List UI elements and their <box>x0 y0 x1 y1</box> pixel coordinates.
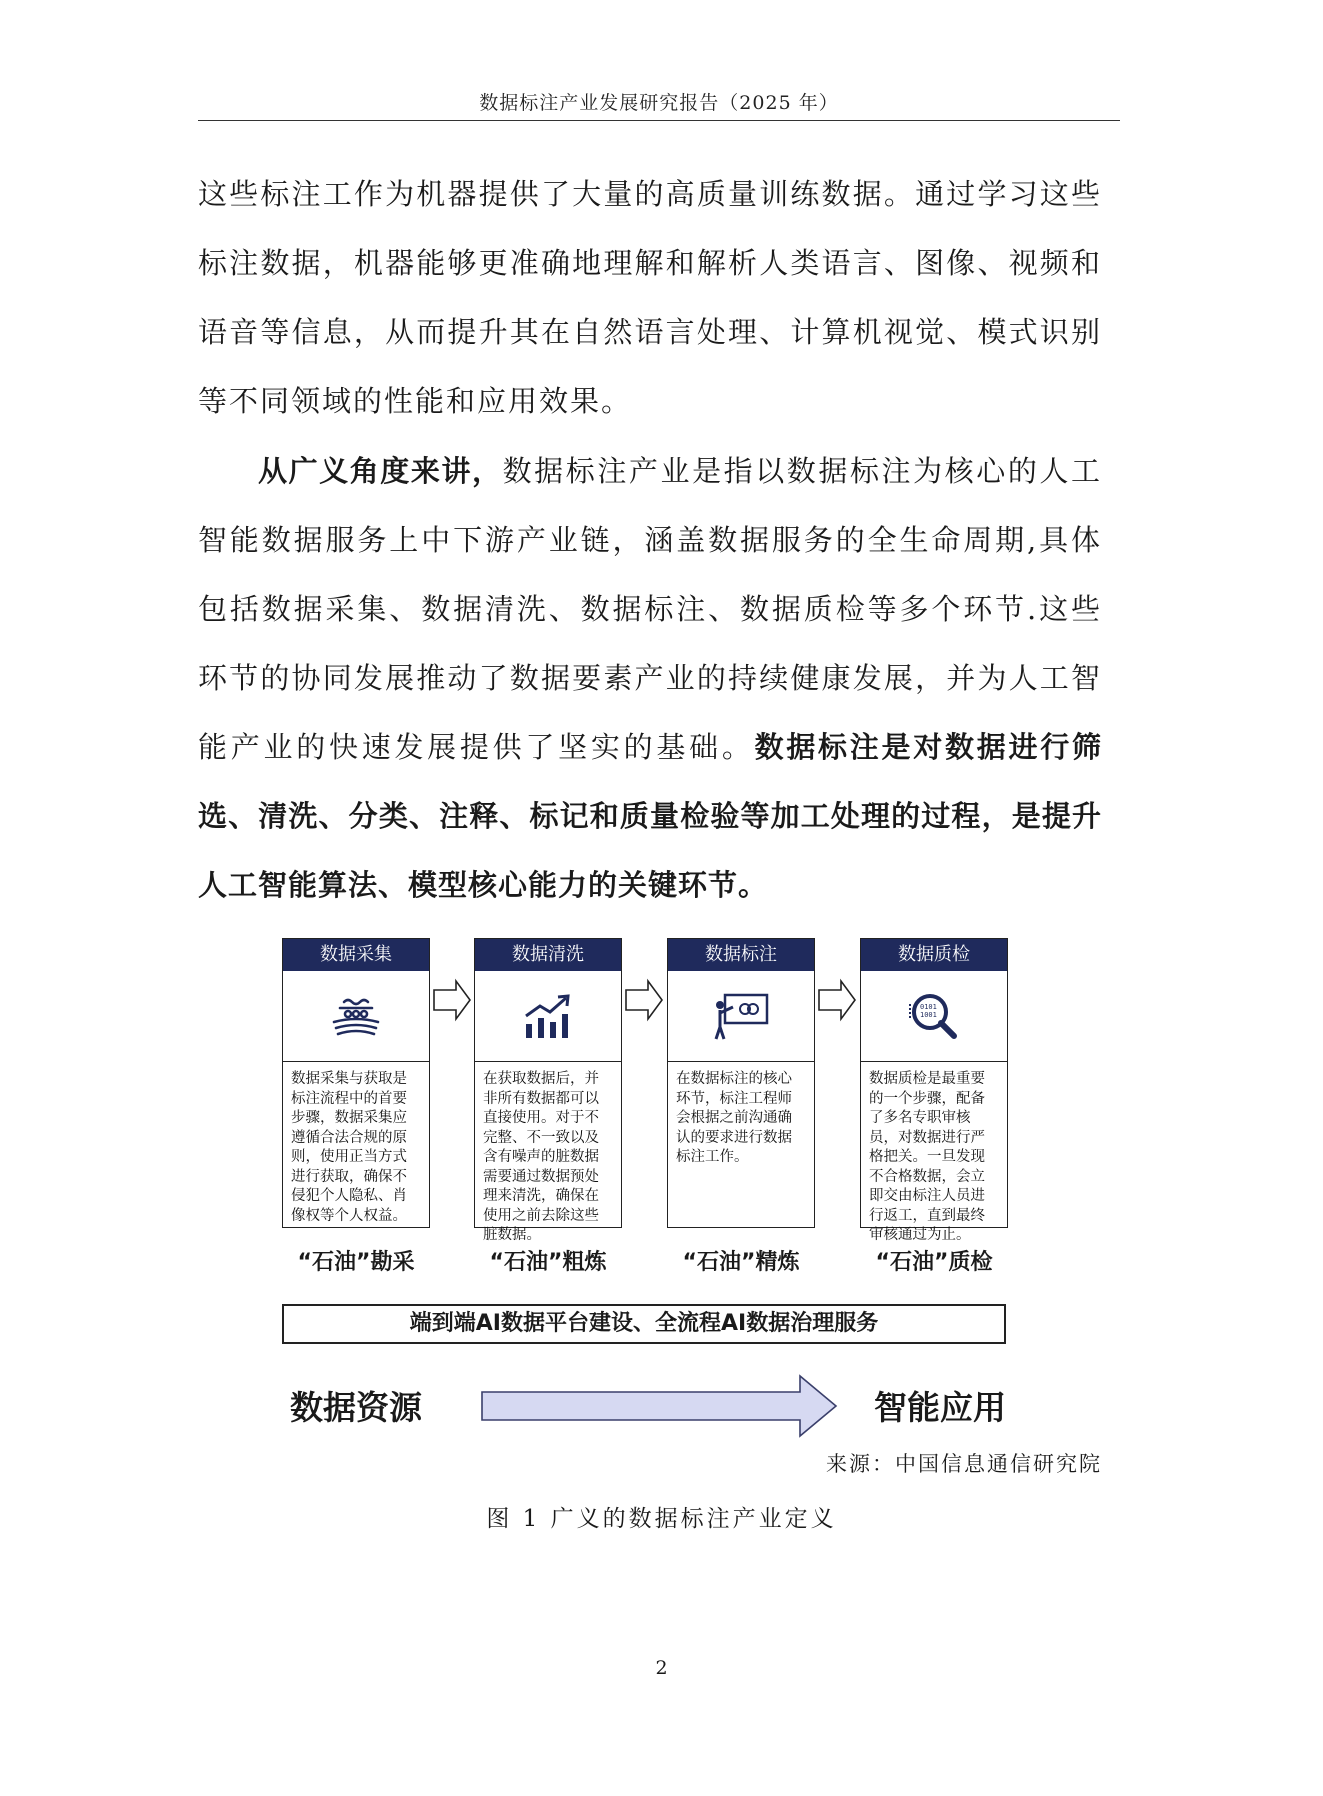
step-title: 数据标注 <box>668 939 814 971</box>
svg-text:1001: 1001 <box>920 1011 937 1019</box>
big-flow-arrow-icon <box>480 1374 840 1438</box>
from-label: 数据资源 <box>290 1388 422 1427</box>
magnifier-binary-icon <box>906 990 962 1042</box>
figure-source: 来源：中国信息通信研究院 <box>826 1452 1102 1476</box>
step-data-annotation <box>667 938 815 1228</box>
step-description: 在数据标注的核心环节，标注工程师会根据之前沟通确认的要求进行数据标注工作。 <box>676 1071 792 1165</box>
step-title: 数据质检 <box>861 939 1007 971</box>
step-title: 数据清洗 <box>475 939 621 971</box>
figure-caption: 图 1 广义的数据标注产业定义 <box>486 1506 837 1532</box>
step-label: “石油”精炼 <box>682 1250 800 1275</box>
step-description: 数据质检是最重要的一个步骤，配备了多名专职审核员，对数据进行严格把关。一旦发现不合格数据，会立即交由标注人员进行返工，直到最终审核通过为止。 <box>869 1071 985 1243</box>
paragraph-2 <box>198 437 1102 920</box>
flow-arrow-icon <box>432 978 472 1022</box>
step-data-collection <box>282 938 430 1228</box>
paragraph-2-tail: 数据标注是对数据进行筛选、清洗、分类、注释、标记和质量检验等加工处理的过程，是提升人工智能算法、模型核心能力的关键环节。 <box>198 730 1102 902</box>
step-label: “石油”勘采 <box>297 1250 415 1275</box>
svg-text:0101: 0101 <box>920 1003 937 1011</box>
step-description: 在获取数据后，并非所有数据都可以直接使用。对于不完整、不一致以及含有噪声的脏数据需要通过数据预处理来清洗，确保在使用之前去除这些脏数据。 <box>483 1071 599 1243</box>
paragraph-2-text: 数据标注产业是指以数据标注为核心的人工智能数据服务上中下游产业链，涵盖数据服务的全生命周期,具体包括数据采集、数据清洗、数据标注、数据质检等多个环节.这些环节的协同发展推动了数据要素产业的持续健康发展，并为人工智能产业的快速发展提供了坚实的基础。 <box>198 454 1102 764</box>
step-label: “石油”粗炼 <box>489 1250 607 1275</box>
header-rule <box>198 120 1120 121</box>
data-collection-icon <box>326 992 386 1040</box>
page-number: 2 <box>655 1657 668 1679</box>
step-data-quality-check <box>860 938 1008 1243</box>
flow-arrow-icon <box>817 978 857 1022</box>
step-description: 数据采集与获取是标注流程中的首要步骤，数据采集应遵循合法合规的原则，使用正当方式进行获取，确保不侵犯个人隐私、肖像权等个人权益。 <box>291 1071 407 1224</box>
running-header: 数据标注产业发展研究报告（2025 年） <box>479 92 839 114</box>
step-label: “石油”质检 <box>875 1250 993 1275</box>
step-title: 数据采集 <box>283 939 429 971</box>
presenter-board-icon <box>711 991 771 1041</box>
to-label: 智能应用 <box>874 1388 1006 1427</box>
platform-banner: 端到端AI数据平台建设、全流程AI数据治理服务 <box>282 1304 1006 1344</box>
flow-arrow-icon <box>624 978 664 1022</box>
paragraph-1: 这些标注工作为机器提供了大量的高质量训练数据。通过学习这些标注数据，机器能够更准确地理解和解析人类语言、图像、视频和语音等信息，从而提升其在自然语言处理、计算机视觉、模式识别等不同领域的性能和应用效果。 <box>198 177 1102 418</box>
chart-growth-icon <box>520 992 576 1040</box>
paragraph-2-lead: 从广义角度来讲， <box>258 454 503 488</box>
step-data-cleaning <box>474 938 622 1243</box>
